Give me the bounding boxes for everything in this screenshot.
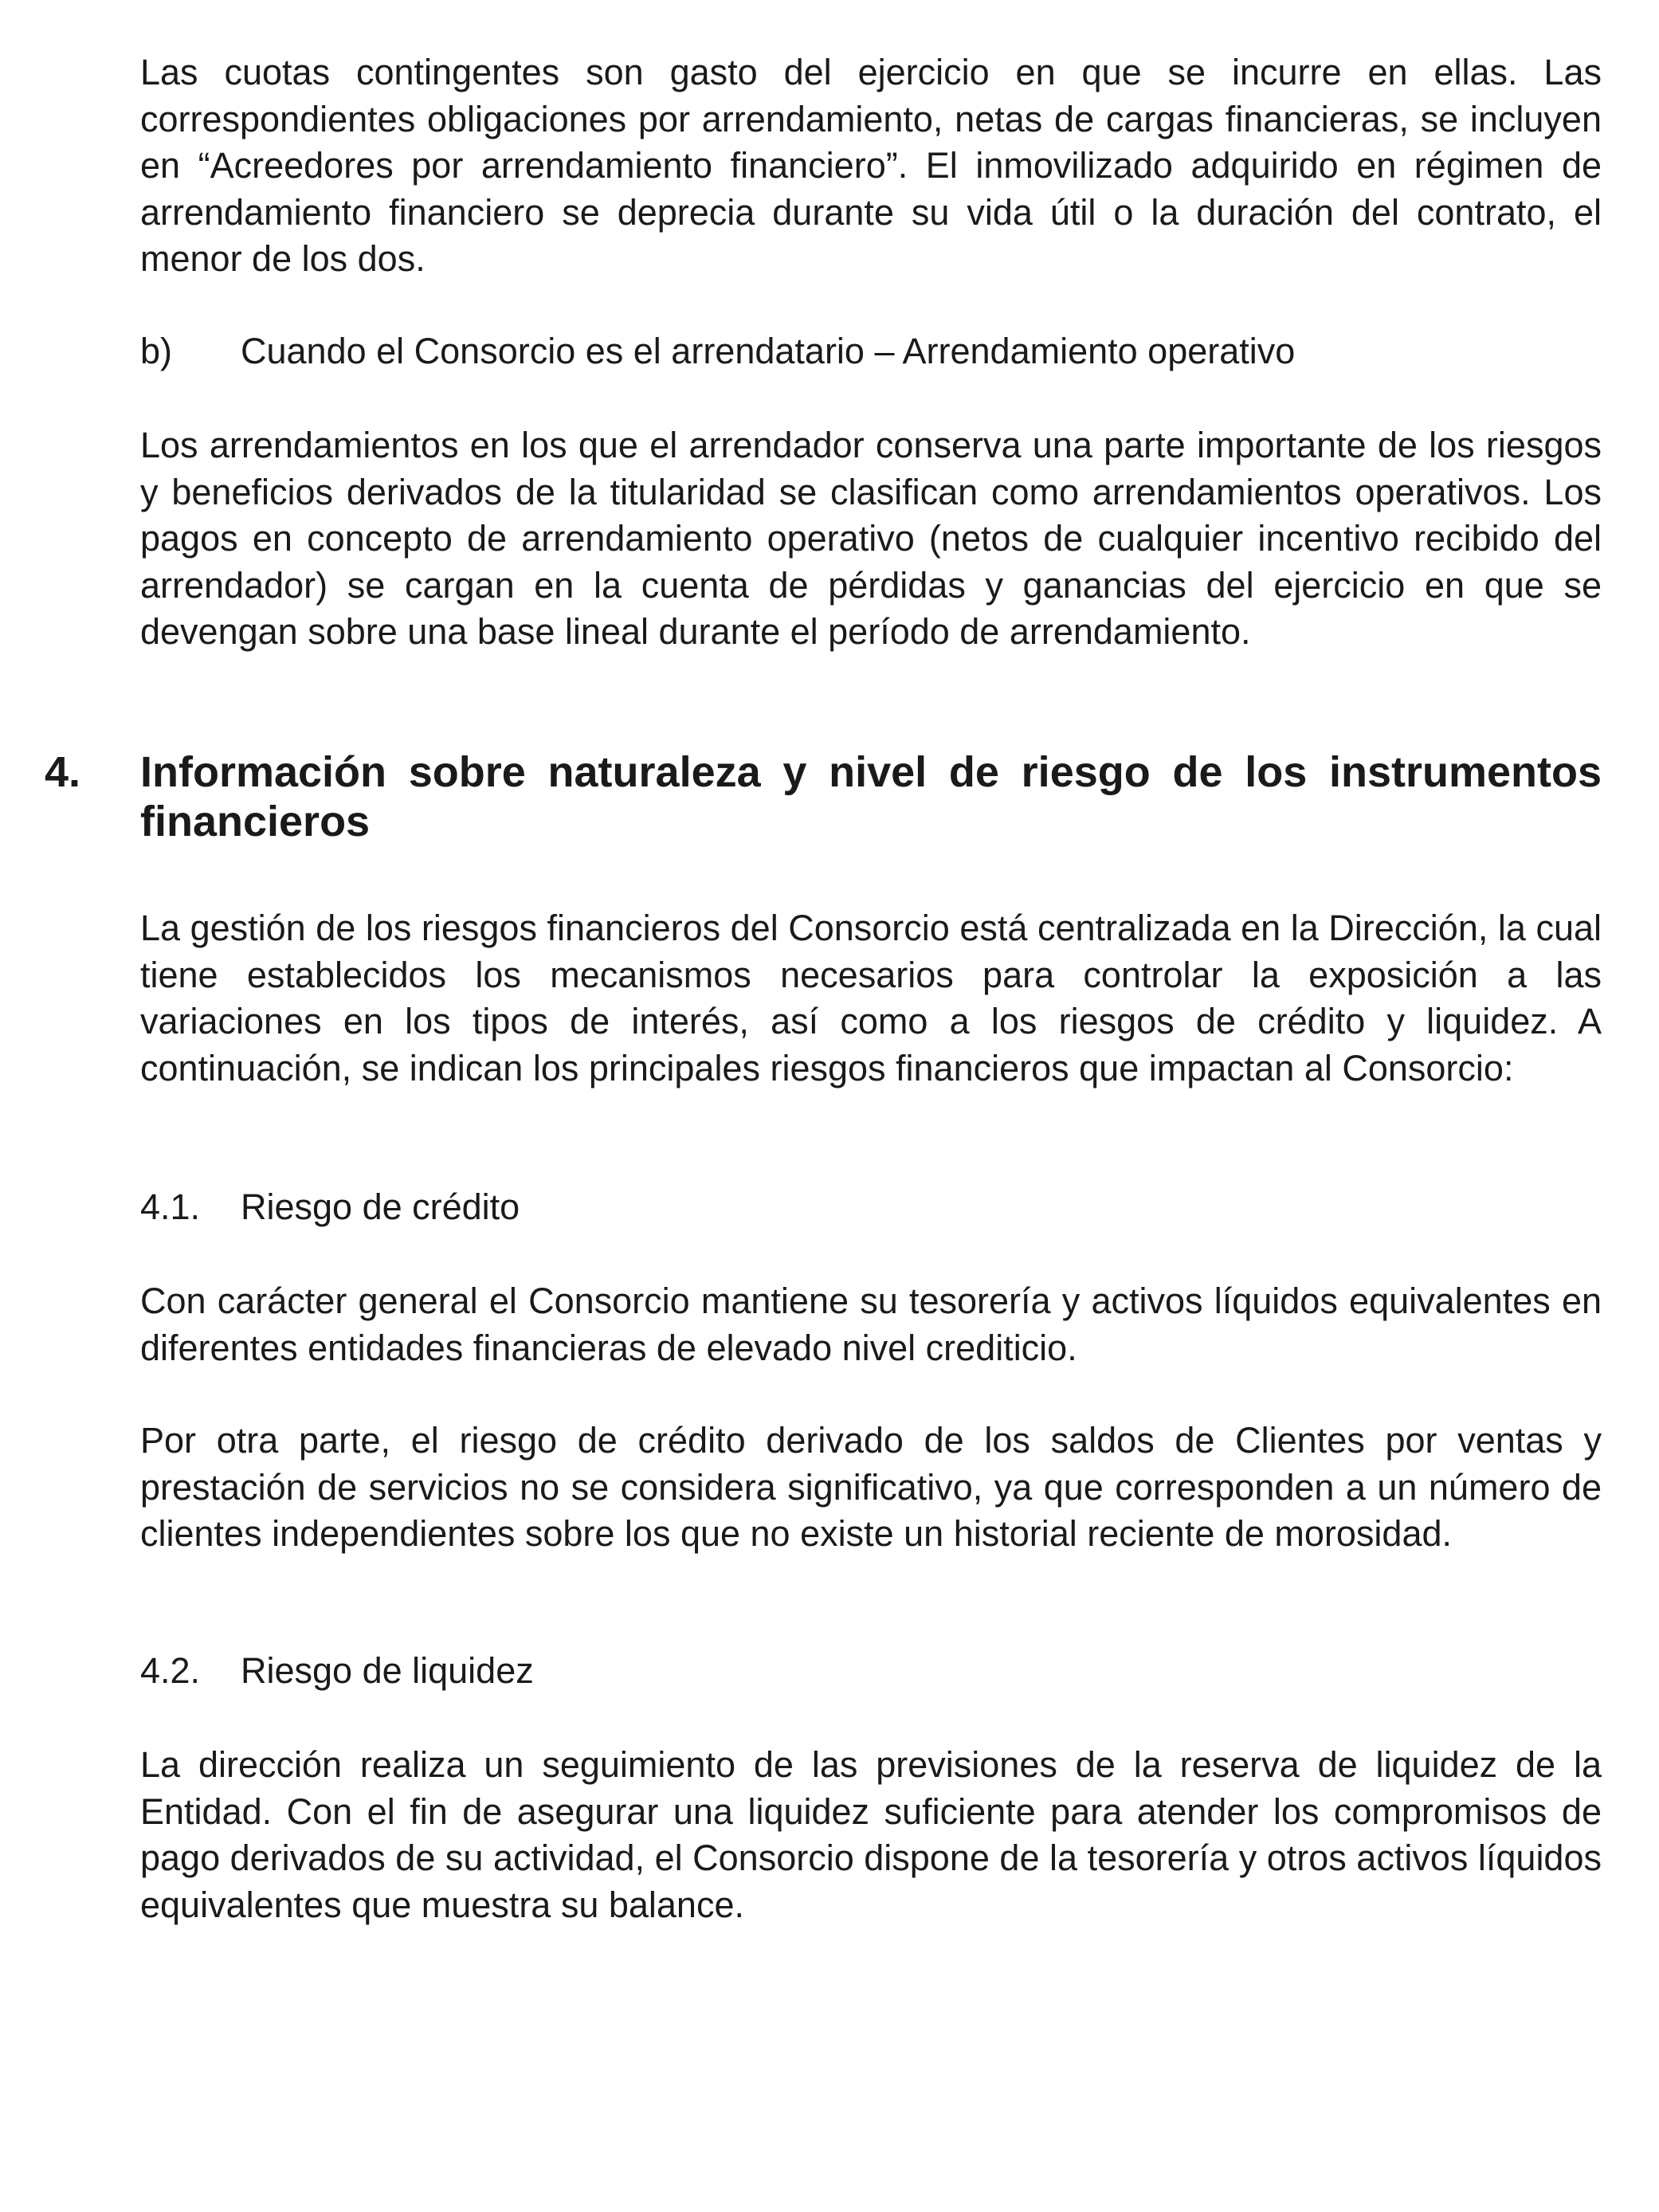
paragraph-operating-lease: Los arrendamientos en los que el arrendador conserva una parte importante de los riesgos y beneficios derivados de la titularidad se clasifican como arrendamientos operativos. Los pagos en concepto de arrendamiento operativo (netos de cualquier incentivo recibido del arrendador) se cargan en la cuenta de pérdidas y ganancias del ejercicio en que se devengan sobre una base lineal durante el período de arrendamiento. xyxy=(140,425,1602,652)
subsection-title: Riesgo de crédito xyxy=(241,1186,520,1227)
subsection-number: 4.2. xyxy=(140,1650,201,1691)
section-number: 4. xyxy=(45,748,81,796)
paragraph-credit-general: Con carácter general el Consorcio mantiene su tesorería y activos líquidos equivalentes en diferentes entidades financieras de elevado nivel crediticio. xyxy=(140,1281,1602,1368)
subheading-operating-lease xyxy=(140,328,1602,375)
section-heading-financial-risk xyxy=(45,747,1602,859)
subsection-heading-liquidity-risk xyxy=(140,1648,1602,1694)
subheading-number: b) xyxy=(140,331,173,371)
subheading-title: Cuando el Consorcio es el arrendatario – Arrendamiento operativo xyxy=(241,331,1296,371)
paragraph-liquidity: La dirección realiza un seguimiento de las previsiones de la reserva de liquidez de la Entidad. Con el fin de asegurar una liquidez suficiente para atender los compromisos de pago derivados de su actividad, el Consorcio dispone de la tesorería y otros activos líquidos equivalentes que muestra su balance. xyxy=(140,1744,1602,1925)
paragraph-contingent-fees: Las cuotas contingentes son gasto del ejercicio en que se incurre en ellas. Las correspondientes obligaciones por arrendamiento, netas de cargas financieras, se incluyen en “Acreedores por arrendamiento financiero”. El inmovilizado adquirido en régimen de arrendamiento financiero se deprecia durante su vida útil o la duración del contrato, el menor de los dos. xyxy=(140,52,1602,279)
subsection-heading-credit-risk xyxy=(140,1184,1602,1230)
subsection-number: 4.1. xyxy=(140,1186,201,1227)
paragraph-risk-management: La gestión de los riesgos financieros del Consorcio está centralizada en la Dirección, la cual tiene establecidos los mecanismos necesarios para controlar la exposición a las variaciones en los tipos de interés, así como a los riesgos de crédito y liquidez. A continuación, se indican los principales riesgos financieros que impactan al Consorcio: xyxy=(140,908,1602,1088)
subsection-title: Riesgo de liquidez xyxy=(241,1650,534,1691)
paragraph-credit-clients: Por otra parte, el riesgo de crédito derivado de los saldos de Clientes por ventas y prestación de servicios no se considera significativo, ya que corresponden a un número de clientes independientes sobre los que no existe un historial reciente de morosidad. xyxy=(140,1420,1602,1554)
section-title: Información sobre naturaleza y nivel de riesgo de los instrumentos financieros xyxy=(140,748,1602,845)
